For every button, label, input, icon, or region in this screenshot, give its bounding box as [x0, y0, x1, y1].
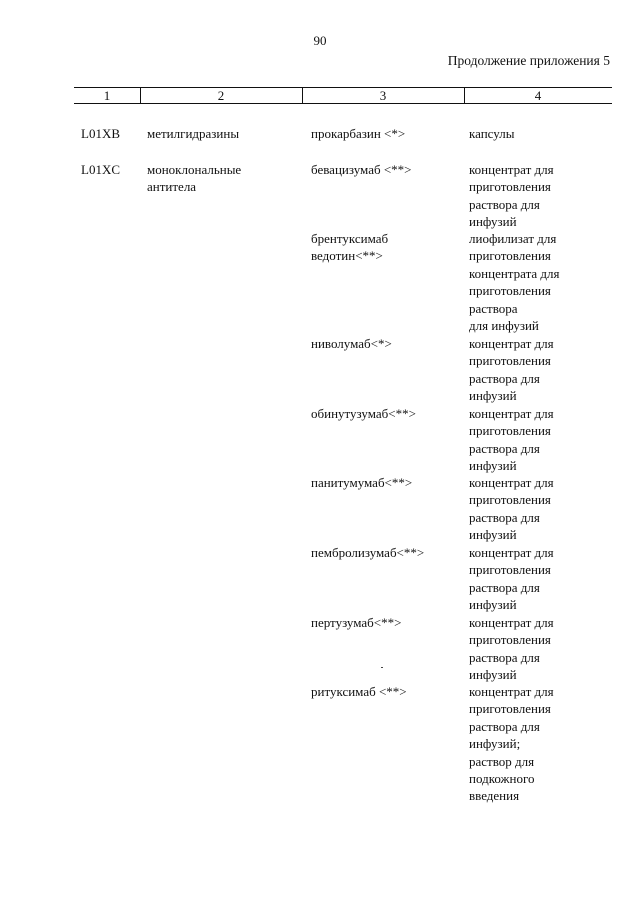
form-line: приготовления — [469, 248, 551, 264]
form-line: приготовления — [469, 562, 551, 578]
drug-name — [311, 230, 388, 265]
drug-name: обинутузумаб<**> — [311, 406, 416, 421]
form-line: инфузий — [469, 667, 517, 683]
form-line: приготовления — [469, 283, 551, 299]
form-line: инфузий — [469, 597, 517, 613]
form-line: раствора для — [469, 649, 540, 665]
page-number: 90 — [313, 33, 327, 48]
form-line: приготовления — [469, 492, 551, 508]
form-line: концентрат для — [469, 475, 554, 490]
form-line: лиофилизат для — [469, 231, 557, 246]
form-line: приготовления — [469, 179, 551, 195]
group-name-line: моноклональные — [147, 162, 242, 177]
dosage-form — [469, 405, 554, 475]
form-line: раствора — [469, 300, 518, 316]
dosage-form: капсулы — [469, 126, 515, 141]
drug-name: бевацизумаб <**> — [311, 162, 412, 177]
drug-name-line: брентуксимаб — [311, 231, 389, 246]
drug-name: ритуксимаб <**> — [311, 684, 407, 699]
form-line: инфузий; — [469, 736, 521, 752]
column-header-4: 4 — [534, 88, 542, 103]
form-line: концентрат для — [469, 545, 554, 560]
drug-name: прокарбазин <*> — [311, 126, 406, 141]
column-header-3: 3 — [379, 88, 387, 103]
form-line: раствора для — [469, 718, 540, 734]
form-line: подкожного — [469, 771, 535, 787]
form-line: раствора для — [469, 196, 540, 212]
drug-name: ниволумаб<*> — [311, 336, 392, 351]
group-name-line: антитела — [147, 179, 197, 195]
dosage-form — [469, 474, 554, 544]
dosage-form — [469, 683, 554, 805]
form-line: концентрат для — [469, 615, 554, 630]
table-header-row — [74, 87, 612, 104]
form-line: раствора для — [469, 440, 540, 456]
drug-name-line: ведотин<**> — [311, 248, 383, 264]
dosage-form — [469, 335, 554, 405]
form-line: инфузий — [469, 527, 517, 543]
dosage-form — [469, 544, 554, 614]
form-line: раствор для — [469, 753, 535, 769]
form-line: концентрат для — [469, 336, 554, 351]
group-name: метилгидразины — [147, 126, 240, 141]
dosage-form — [469, 614, 554, 684]
form-line: инфузий — [469, 214, 517, 230]
form-line: приготовления — [469, 701, 551, 717]
group-name — [147, 161, 241, 196]
form-line: инфузий — [469, 458, 517, 474]
form-line: концентрат для — [469, 684, 554, 699]
form-line: для инфузий — [469, 318, 539, 334]
atc-code: L01XB — [81, 126, 120, 141]
form-line: приготовления — [469, 632, 551, 648]
form-line: раствора для — [469, 370, 540, 386]
form-line: раствора для — [469, 509, 540, 525]
form-line: раствора для — [469, 579, 540, 595]
form-line: инфузий — [469, 388, 517, 404]
drug-name: пертузумаб<**> — [311, 615, 402, 630]
column-header-2: 2 — [217, 88, 225, 103]
form-line: приготовления — [469, 423, 551, 439]
drug-name: панитумумаб<**> — [311, 475, 413, 490]
dosage-form — [469, 230, 560, 334]
column-header-1: 1 — [103, 88, 111, 103]
form-line: приготовления — [469, 353, 551, 369]
scan-speck — [381, 667, 383, 668]
form-line: введения — [469, 788, 520, 804]
atc-code: L01XC — [81, 162, 120, 177]
form-line: концентрат для — [469, 162, 554, 177]
form-line: концентрата для — [469, 265, 560, 281]
table-header-rule — [74, 103, 612, 104]
drug-name: пембролизумаб<**> — [311, 545, 425, 560]
form-line: концентрат для — [469, 406, 554, 421]
continuation-title: Продолжение приложения 5 — [447, 53, 610, 68]
dosage-form — [469, 161, 554, 231]
